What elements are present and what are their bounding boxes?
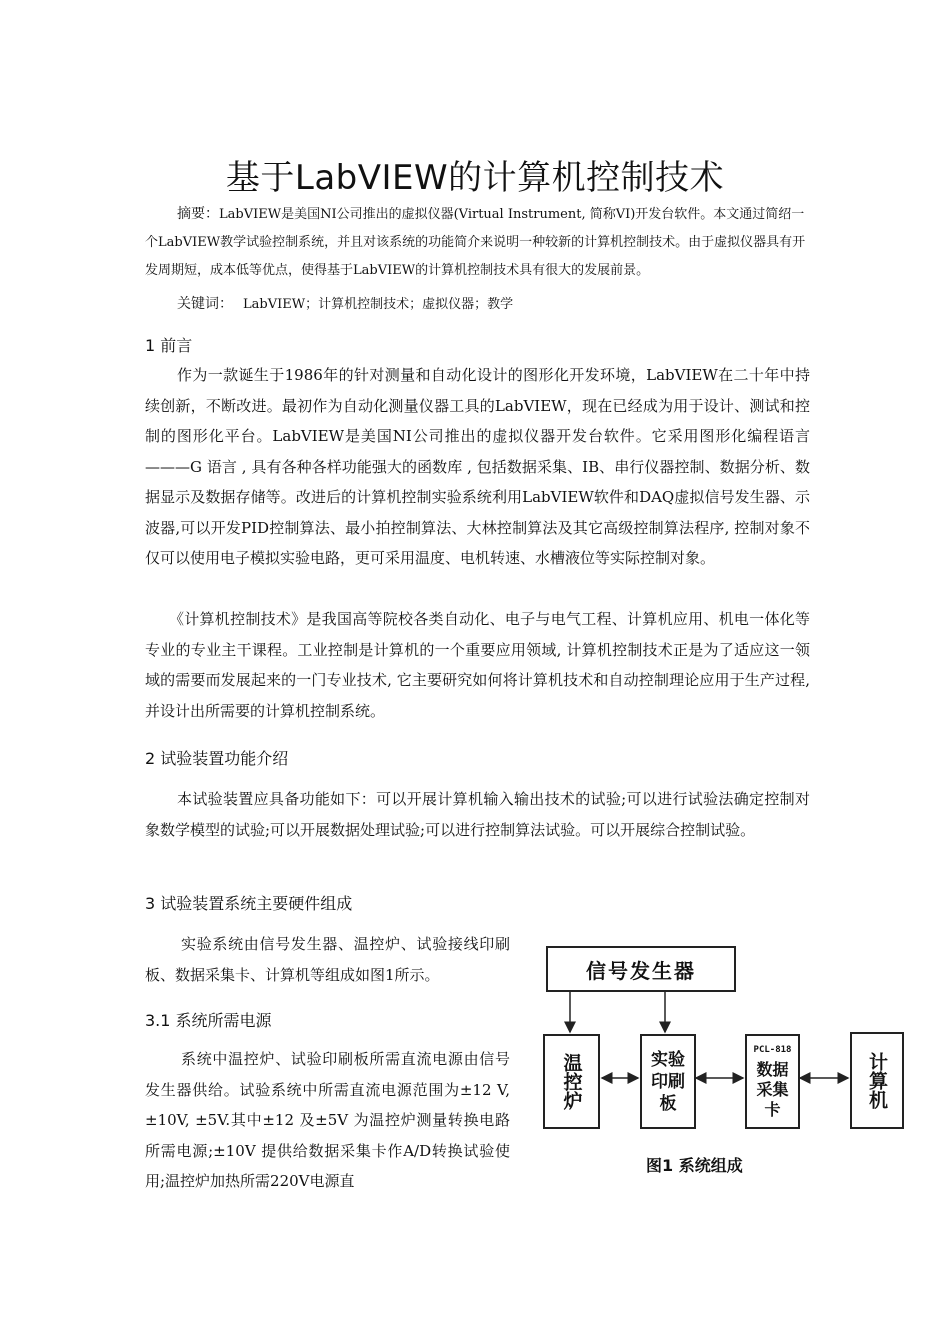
keywords bbox=[145, 290, 810, 319]
figure-caption: 图1 系统组成 bbox=[646, 1156, 743, 1175]
daq-label-line3: 卡 bbox=[764, 1099, 781, 1119]
abstract-text: LabVIEW是美国NI公司推出的虚拟仪器(Virtual Instrument, 简称VI)开发台软件。本文通过简绍一个LabVIEW教学试验控制系统，并且对该系统的功能简介来说明一种较新的计算机控制技术。由于虚拟仪器具有开发周期短，成本低等优点，使得基于LabVIEW的计算机控制技术具有很大的发展前景。 bbox=[145, 207, 806, 278]
daq-label-line1: 数据 bbox=[756, 1059, 789, 1079]
computer-label: 计算机 bbox=[866, 1052, 888, 1109]
system-diagram bbox=[538, 935, 918, 1185]
section-3-1-heading: 3.1 系统所需电源 bbox=[145, 1011, 272, 1030]
furnace-box bbox=[543, 1034, 600, 1129]
section-3-heading: 3 试验装置系统主要硬件组成 bbox=[145, 894, 353, 913]
board-box bbox=[640, 1034, 696, 1129]
keywords-label: 关键词： bbox=[177, 296, 233, 312]
daq-box bbox=[745, 1034, 800, 1129]
section-2-heading: 2 试验装置功能介绍 bbox=[145, 749, 289, 768]
furnace-label: 温控炉 bbox=[560, 1053, 583, 1110]
section-1-paragraph-1: 作为一款诞生于1986年的针对测量和自动化设计的图形化开发环境，LabVIEW在二十年中持续创新，不断改进。最初作为自动化测量仪器工具的LabVIEW，现在已经成为用于设计、测试和控制的图形化平台。LabVIEW是美国NI公司推出的虚拟仪器开发台软件。它采用图形化编程语言 ———G 语言 , 具有各种各样功能强大的函数库 , 包括数据采集、IB、串行仪器控制、数据分析、数据显示及数据存储等。改进后的计算机控制实验系统利用LabVIEW软件和DAQ虚拟信号发生器、示波器,可以开发PID控制算法、最小拍控制算法、大林控制算法及其它高级控制算法程序, 控制对象不仅可以使用电子模拟实验电路，更可采用温度、电机转速、水槽液位等实际控制对象。 bbox=[145, 366, 810, 567]
section-1-heading: 1 前言 bbox=[145, 336, 193, 355]
board-label-line2: 印刷 bbox=[651, 1071, 685, 1092]
signal-generator-box bbox=[546, 946, 736, 992]
section-3-1-paragraph-1: 系统中温控炉、试验印刷板所需直流电源由信号发生器供给。试验系统中所需直流电源范围为±12 V,±10V, ±5V.其中±12 及±5V 为温控炉测量转换电路所需电源;±10V 提供给数据采集卡作A/D转换试验使用;温控炉加热所需220V电源直 bbox=[145, 1050, 510, 1190]
daq-label-line2: 采集 bbox=[756, 1079, 789, 1099]
section-3-paragraph-1: 实验系统由信号发生器、温控炉、试验接线印刷板、数据采集卡、计算机等组成如图1所示。 bbox=[145, 935, 510, 984]
keywords-text: LabVIEW；计算机控制技术；虚拟仪器；教学 bbox=[243, 297, 514, 312]
section-2-paragraph-1: 本试验装置应具备功能如下：可以开展计算机输入输出技术的试验;可以进行试验法确定控制对象数学模型的试验;可以开展数据处理试验;可以进行控制算法试验。可以开展综合控制试验。 bbox=[145, 790, 810, 839]
computer-box bbox=[850, 1032, 904, 1129]
paper-title: 基于LabVIEW的计算机控制技术 bbox=[225, 158, 725, 198]
abstract-label: 摘要： bbox=[177, 206, 219, 222]
board-label-line3: 板 bbox=[659, 1093, 677, 1114]
pcl-label: PCL-818 bbox=[753, 1044, 792, 1055]
section-1-paragraph-2: 《计算机控制技术》是我国高等院校各类自动化、电子与电气工程、计算机应用、机电一体化等专业的专业主干课程。工业控制是计算机的一个重要应用领域, 计算机控制技术正是为了适应这一领域的需要而发展起来的一门专业技术, 它主要研究如何将计算机技术和自动控制理论应用于生产过程, 并设计出所需要的计算机控制系统。 bbox=[145, 610, 810, 720]
signal-generator-label: 信号发生器 bbox=[586, 958, 696, 983]
abstract bbox=[145, 200, 810, 285]
board-label-line1: 实验 bbox=[651, 1049, 685, 1070]
